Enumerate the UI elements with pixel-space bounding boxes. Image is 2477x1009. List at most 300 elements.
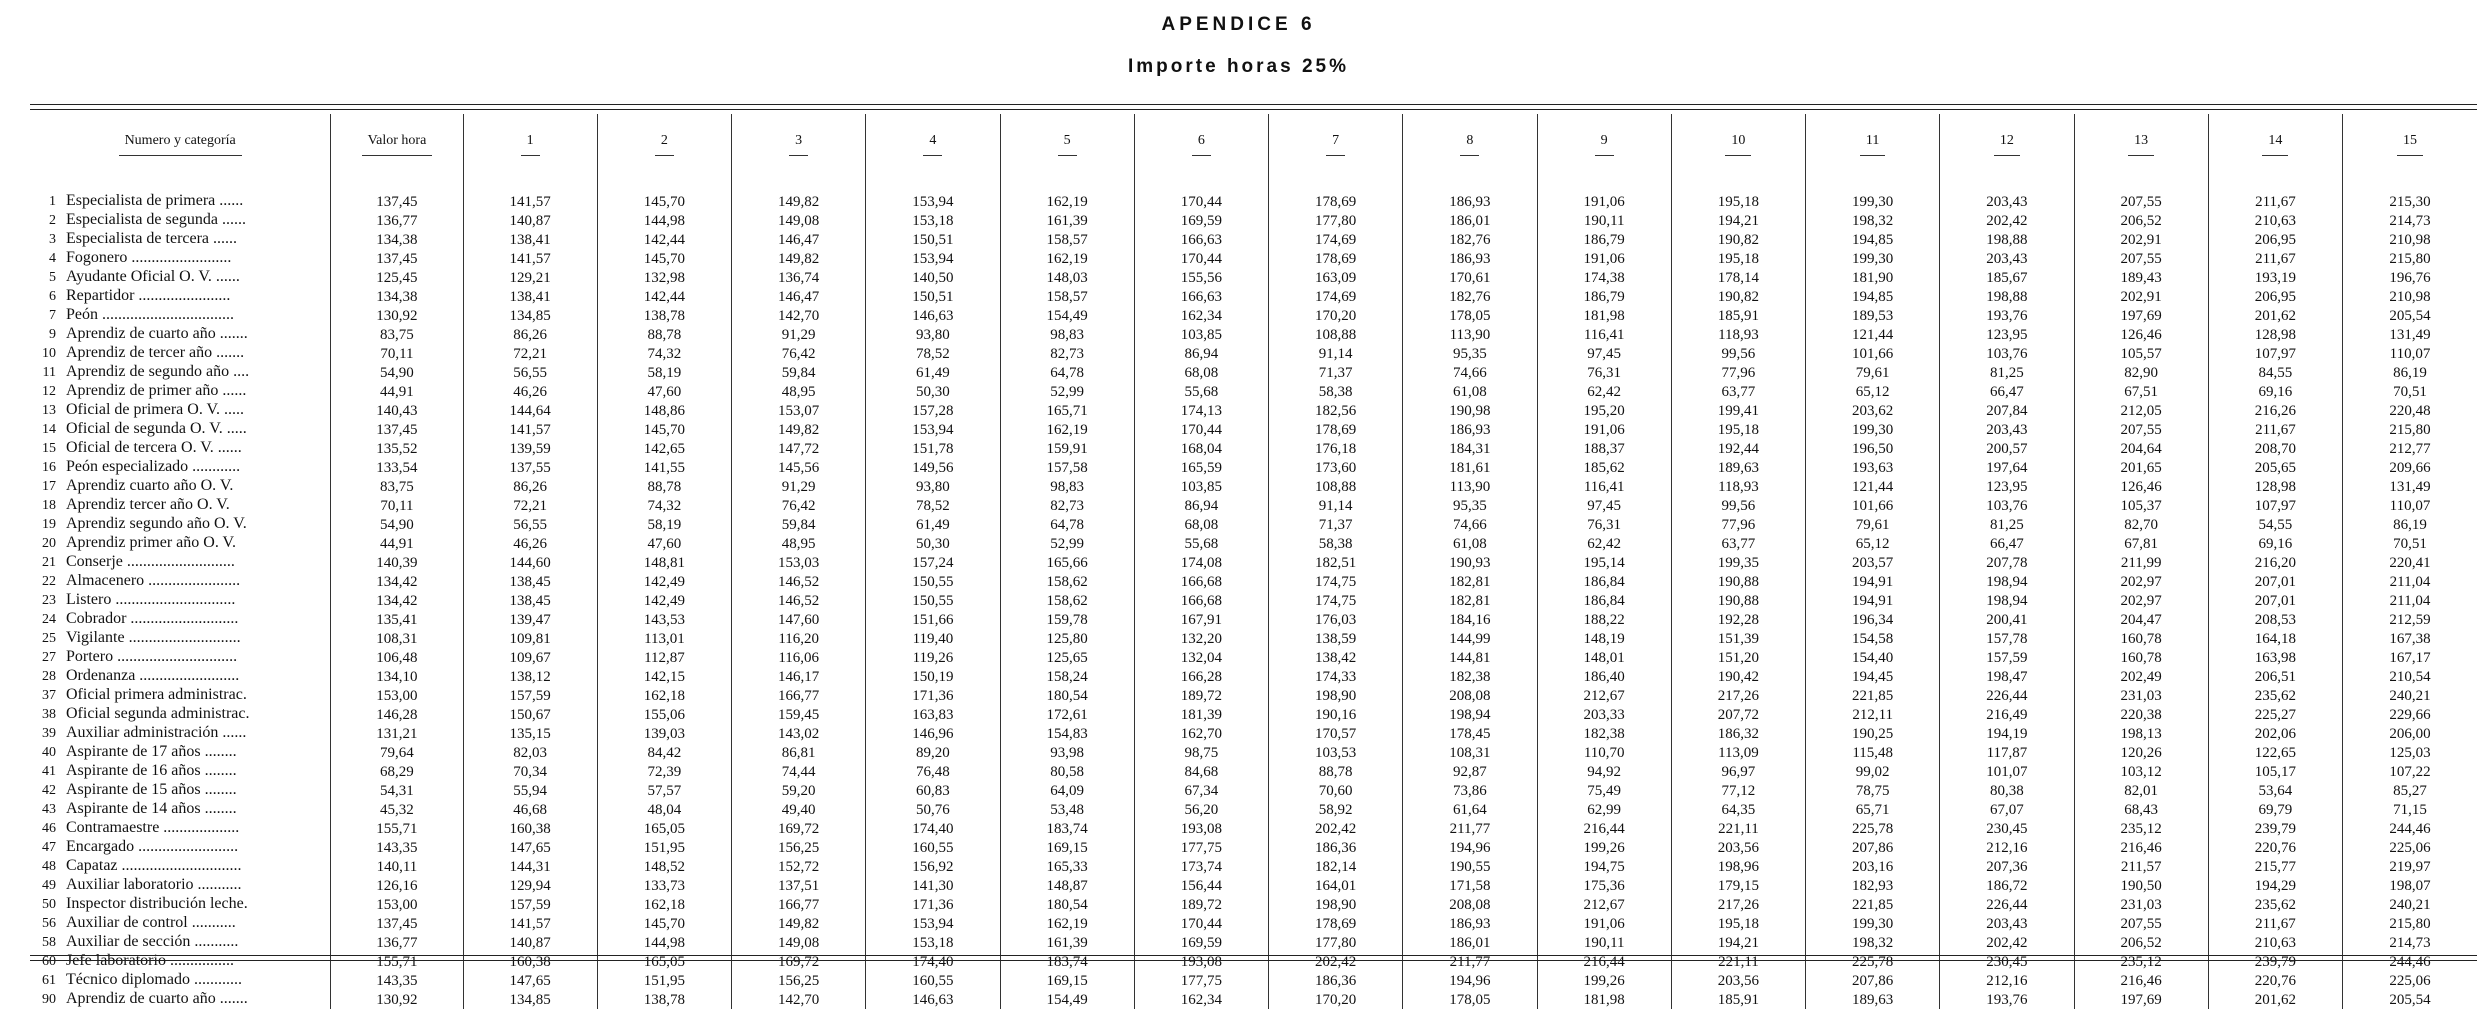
row-number: 15 — [42, 441, 56, 456]
amount-cell: 197,69 — [2074, 306, 2208, 325]
amount-cell: 217,26 — [1671, 895, 1805, 914]
amount-cell: 149,82 — [732, 192, 866, 211]
amount-cell: 143,02 — [732, 724, 866, 743]
amount-cell: 89,20 — [866, 743, 1000, 762]
amount-cell: 206,51 — [2208, 667, 2342, 686]
table-row — [30, 800, 2477, 819]
amount-cell: 53,48 — [1000, 800, 1134, 819]
amount-cell: 113,90 — [1403, 325, 1537, 344]
amount-cell: 62,99 — [1537, 800, 1671, 819]
amount-cell: 201,65 — [2074, 458, 2208, 477]
amount-cell: 105,37 — [2074, 496, 2208, 515]
amount-cell: 74,44 — [732, 762, 866, 781]
amount-cell: 109,81 — [463, 629, 597, 648]
amount-cell: 86,94 — [1134, 344, 1268, 363]
spacer-cell — [732, 174, 866, 192]
amount-cell: 61,08 — [1403, 534, 1537, 553]
amount-cell: 119,40 — [866, 629, 1000, 648]
amount-cell: 73,86 — [1403, 781, 1537, 800]
amount-cell: 71,37 — [1269, 515, 1403, 534]
hour-value-cell: 134,10 — [331, 667, 463, 686]
category-cell — [30, 382, 331, 401]
spacer-cell — [2208, 174, 2342, 192]
amount-cell: 203,56 — [1671, 838, 1805, 857]
amount-cell: 139,59 — [463, 439, 597, 458]
amount-cell: 193,76 — [1940, 306, 2074, 325]
column-header-label: 12 — [1994, 133, 2020, 156]
amount-cell: 162,18 — [597, 686, 731, 705]
amount-cell: 182,51 — [1269, 553, 1403, 572]
amount-cell: 184,16 — [1403, 610, 1537, 629]
spacer-cell — [1403, 174, 1537, 192]
amount-cell: 206,52 — [2074, 211, 2208, 230]
amount-cell: 207,55 — [2074, 249, 2208, 268]
category-name: Auxiliar de control ........... — [66, 914, 236, 931]
column-header — [2343, 114, 2477, 174]
row-number: 12 — [42, 384, 56, 399]
hour-value-cell: 83,75 — [331, 477, 463, 496]
hour-rates-table — [30, 114, 2477, 1009]
amount-cell: 206,52 — [2074, 933, 2208, 952]
table-body — [30, 174, 2477, 1009]
amount-cell: 180,54 — [1000, 686, 1134, 705]
hour-value-cell: 44,91 — [331, 534, 463, 553]
table-row — [30, 420, 2477, 439]
amount-cell: 189,53 — [1806, 306, 1940, 325]
amount-cell: 149,08 — [732, 933, 866, 952]
amount-cell: 158,62 — [1000, 572, 1134, 591]
amount-cell: 186,01 — [1403, 933, 1537, 952]
amount-cell: 202,06 — [2208, 724, 2342, 743]
amount-cell: 134,85 — [463, 306, 597, 325]
amount-cell: 64,35 — [1671, 800, 1805, 819]
table-row — [30, 914, 2477, 933]
row-number: 1 — [49, 194, 56, 209]
table-row — [30, 439, 2477, 458]
amount-cell: 191,06 — [1537, 192, 1671, 211]
amount-cell: 203,43 — [1940, 192, 2074, 211]
hour-value-cell: 130,92 — [331, 990, 463, 1009]
amount-cell: 125,03 — [2343, 743, 2477, 762]
category-name: Jefe laboratorio ................ — [66, 952, 234, 969]
category-name: Aspirante de 17 años ........ — [66, 743, 237, 760]
amount-cell: 166,68 — [1134, 591, 1268, 610]
category-name: Almacenero ....................... — [66, 572, 241, 589]
amount-cell: 170,57 — [1269, 724, 1403, 743]
hour-value-cell: 44,91 — [331, 382, 463, 401]
amount-cell: 149,82 — [732, 914, 866, 933]
category-name: Técnico diplomado ............ — [66, 971, 242, 988]
category-name: Aprendiz cuarto año O. V. — [66, 477, 234, 494]
amount-cell: 92,87 — [1403, 762, 1537, 781]
table-row — [30, 382, 2477, 401]
column-header — [1269, 114, 1403, 174]
amount-cell: 47,60 — [597, 534, 731, 553]
amount-cell: 182,93 — [1806, 876, 1940, 895]
amount-cell: 56,55 — [463, 363, 597, 382]
amount-cell: 56,20 — [1134, 800, 1268, 819]
amount-cell: 225,06 — [2343, 971, 2477, 990]
amount-cell: 186,79 — [1537, 287, 1671, 306]
amount-cell: 208,70 — [2208, 439, 2342, 458]
category-name: Auxiliar administración ...... — [66, 724, 247, 741]
amount-cell: 151,95 — [597, 971, 731, 990]
column-header — [30, 114, 331, 174]
amount-cell: 162,18 — [597, 895, 731, 914]
amount-cell: 240,21 — [2343, 895, 2477, 914]
amount-cell: 66,47 — [1940, 534, 2074, 553]
amount-cell: 76,42 — [732, 344, 866, 363]
amount-cell: 183,74 — [1000, 819, 1134, 838]
amount-cell: 174,40 — [866, 819, 1000, 838]
row-number: 20 — [42, 536, 56, 551]
amount-cell: 205,54 — [2343, 306, 2477, 325]
amount-cell: 212,11 — [1806, 705, 1940, 724]
amount-cell: 142,15 — [597, 667, 731, 686]
amount-cell: 200,57 — [1940, 439, 2074, 458]
amount-cell: 182,81 — [1403, 572, 1537, 591]
amount-cell: 162,19 — [1000, 420, 1134, 439]
amount-cell: 207,01 — [2208, 591, 2342, 610]
amount-cell: 149,82 — [732, 420, 866, 439]
amount-cell: 171,36 — [866, 686, 1000, 705]
category-cell — [30, 439, 331, 458]
amount-cell: 142,44 — [597, 230, 731, 249]
table-row — [30, 249, 2477, 268]
table-row — [30, 572, 2477, 591]
row-number: 58 — [42, 935, 56, 950]
amount-cell: 166,77 — [732, 895, 866, 914]
hour-value-cell: 153,00 — [331, 686, 463, 705]
amount-cell: 173,74 — [1134, 857, 1268, 876]
category-name: Aspirante de 14 años ........ — [66, 800, 237, 817]
category-cell — [30, 743, 331, 762]
category-name: Oficial de primera O. V. ..... — [66, 401, 245, 418]
amount-cell: 174,08 — [1134, 553, 1268, 572]
row-number: 22 — [42, 574, 56, 589]
category-name: Especialista de segunda ...... — [66, 211, 246, 228]
amount-cell: 67,07 — [1940, 800, 2074, 819]
row-number: 50 — [42, 897, 56, 912]
amount-cell: 212,67 — [1537, 895, 1671, 914]
amount-cell: 207,72 — [1671, 705, 1805, 724]
amount-cell: 195,18 — [1671, 420, 1805, 439]
amount-cell: 146,52 — [732, 591, 866, 610]
amount-cell: 189,63 — [1806, 990, 1940, 1009]
amount-cell: 142,65 — [597, 439, 731, 458]
amount-cell: 63,77 — [1671, 382, 1805, 401]
amount-cell: 199,30 — [1806, 192, 1940, 211]
amount-cell: 162,19 — [1000, 914, 1134, 933]
row-number: 24 — [42, 612, 56, 627]
amount-cell: 126,46 — [2074, 477, 2208, 496]
amount-cell: 190,25 — [1806, 724, 1940, 743]
amount-cell: 163,09 — [1269, 268, 1403, 287]
amount-cell: 135,15 — [463, 724, 597, 743]
amount-cell: 153,94 — [866, 420, 1000, 439]
amount-cell: 65,12 — [1806, 382, 1940, 401]
category-cell — [30, 230, 331, 249]
table-row — [30, 477, 2477, 496]
amount-cell: 154,40 — [1806, 648, 1940, 667]
table-row — [30, 610, 2477, 629]
category-cell — [30, 496, 331, 515]
amount-cell: 77,12 — [1671, 781, 1805, 800]
table-row — [30, 857, 2477, 876]
amount-cell: 123,95 — [1940, 477, 2074, 496]
amount-cell: 194,96 — [1403, 838, 1537, 857]
row-number: 18 — [42, 498, 56, 513]
amount-cell: 196,50 — [1806, 439, 1940, 458]
amount-cell: 189,72 — [1134, 686, 1268, 705]
category-name: Aprendiz de primer año ...... — [66, 382, 247, 399]
amount-cell: 154,49 — [1000, 306, 1134, 325]
hour-value-cell: 54,90 — [331, 515, 463, 534]
amount-cell: 198,96 — [1671, 857, 1805, 876]
category-name: Capataz .............................. — [66, 857, 242, 874]
amount-cell: 226,44 — [1940, 895, 2074, 914]
hour-value-cell: 137,45 — [331, 249, 463, 268]
amount-cell: 190,16 — [1269, 705, 1403, 724]
category-cell — [30, 515, 331, 534]
amount-cell: 169,59 — [1134, 933, 1268, 952]
amount-cell: 176,03 — [1269, 610, 1403, 629]
amount-cell: 66,47 — [1940, 382, 2074, 401]
amount-cell: 75,49 — [1537, 781, 1671, 800]
amount-cell: 101,07 — [1940, 762, 2074, 781]
amount-cell: 202,42 — [1269, 819, 1403, 838]
amount-cell: 182,76 — [1403, 230, 1537, 249]
amount-cell: 162,19 — [1000, 249, 1134, 268]
amount-cell: 207,55 — [2074, 914, 2208, 933]
amount-cell: 225,78 — [1806, 952, 1940, 971]
amount-cell: 174,38 — [1537, 268, 1671, 287]
amount-cell: 98,83 — [1000, 325, 1134, 344]
row-number: 11 — [42, 365, 56, 380]
amount-cell: 160,55 — [866, 971, 1000, 990]
amount-cell: 78,75 — [1806, 781, 1940, 800]
amount-cell: 225,27 — [2208, 705, 2342, 724]
amount-cell: 189,63 — [1671, 458, 1805, 477]
table-row — [30, 515, 2477, 534]
amount-cell: 155,56 — [1134, 268, 1268, 287]
appendix-subtitle: Importe horas 25% — [1128, 56, 1349, 77]
amount-cell: 215,77 — [2208, 857, 2342, 876]
amount-cell: 165,66 — [1000, 553, 1134, 572]
hour-value-cell: 153,00 — [331, 895, 463, 914]
amount-cell: 145,56 — [732, 458, 866, 477]
amount-cell: 70,60 — [1269, 781, 1403, 800]
amount-cell: 147,65 — [463, 971, 597, 990]
category-cell — [30, 819, 331, 838]
amount-cell: 142,70 — [732, 990, 866, 1009]
amount-cell: 192,28 — [1671, 610, 1805, 629]
amount-cell: 195,14 — [1537, 553, 1671, 572]
amount-cell: 129,21 — [463, 268, 597, 287]
row-number: 42 — [42, 783, 56, 798]
amount-cell: 151,20 — [1671, 648, 1805, 667]
amount-cell: 112,87 — [597, 648, 731, 667]
amount-cell: 216,44 — [1537, 819, 1671, 838]
amount-cell: 142,49 — [597, 572, 731, 591]
hour-value-cell: 136,77 — [331, 211, 463, 230]
amount-cell: 178,45 — [1403, 724, 1537, 743]
amount-cell: 55,94 — [463, 781, 597, 800]
amount-cell: 186,72 — [1940, 876, 2074, 895]
amount-cell: 169,59 — [1134, 211, 1268, 230]
amount-cell: 174,69 — [1269, 230, 1403, 249]
amount-cell: 211,67 — [2208, 192, 2342, 211]
amount-cell: 116,06 — [732, 648, 866, 667]
amount-cell: 119,26 — [866, 648, 1000, 667]
amount-cell: 64,78 — [1000, 515, 1134, 534]
table-row — [30, 629, 2477, 648]
amount-cell: 61,08 — [1403, 382, 1537, 401]
amount-cell: 196,76 — [2343, 268, 2477, 287]
amount-cell: 216,26 — [2208, 401, 2342, 420]
amount-cell: 70,51 — [2343, 534, 2477, 553]
amount-cell: 211,04 — [2343, 572, 2477, 591]
amount-cell: 144,98 — [597, 933, 731, 952]
amount-cell: 95,35 — [1403, 496, 1537, 515]
amount-cell: 202,91 — [2074, 287, 2208, 306]
amount-cell: 146,63 — [866, 306, 1000, 325]
amount-cell: 153,18 — [866, 933, 1000, 952]
column-header — [1806, 114, 1940, 174]
amount-cell: 151,39 — [1671, 629, 1805, 648]
amount-cell: 188,37 — [1537, 439, 1671, 458]
row-number: 60 — [42, 954, 56, 969]
amount-cell: 80,58 — [1000, 762, 1134, 781]
amount-cell: 138,41 — [463, 287, 597, 306]
hour-value-cell: 143,35 — [331, 971, 463, 990]
table-row — [30, 553, 2477, 572]
hour-value-cell: 155,71 — [331, 819, 463, 838]
amount-cell: 205,65 — [2208, 458, 2342, 477]
amount-cell: 158,62 — [1000, 591, 1134, 610]
amount-cell: 61,49 — [866, 363, 1000, 382]
amount-cell: 148,01 — [1537, 648, 1671, 667]
amount-cell: 160,78 — [2074, 648, 2208, 667]
amount-cell: 190,50 — [2074, 876, 2208, 895]
amount-cell: 147,72 — [732, 439, 866, 458]
amount-cell: 72,39 — [597, 762, 731, 781]
amount-cell: 63,77 — [1671, 534, 1805, 553]
amount-cell: 198,47 — [1940, 667, 2074, 686]
amount-cell: 178,69 — [1269, 420, 1403, 439]
category-cell — [30, 325, 331, 344]
amount-cell: 173,60 — [1269, 458, 1403, 477]
amount-cell: 244,46 — [2343, 819, 2477, 838]
amount-cell: 198,94 — [1940, 591, 2074, 610]
amount-cell: 239,79 — [2208, 819, 2342, 838]
amount-cell: 98,75 — [1134, 743, 1268, 762]
amount-cell: 199,30 — [1806, 249, 1940, 268]
amount-cell: 142,49 — [597, 591, 731, 610]
amount-cell: 202,42 — [1940, 933, 2074, 952]
amount-cell: 217,26 — [1671, 686, 1805, 705]
column-header-label: 3 — [789, 133, 808, 156]
amount-cell: 193,08 — [1134, 952, 1268, 971]
amount-cell: 182,76 — [1403, 287, 1537, 306]
amount-cell: 167,91 — [1134, 610, 1268, 629]
category-name: Cobrador ........................... — [66, 610, 239, 627]
table-row — [30, 496, 2477, 515]
amount-cell: 160,38 — [463, 952, 597, 971]
row-number: 17 — [42, 479, 56, 494]
column-header — [732, 114, 866, 174]
amount-cell: 186,93 — [1403, 420, 1537, 439]
amount-cell: 82,01 — [2074, 781, 2208, 800]
category-name: Aprendiz de cuarto año ....... — [66, 325, 248, 342]
amount-cell: 70,34 — [463, 762, 597, 781]
amount-cell: 177,80 — [1269, 933, 1403, 952]
amount-cell: 163,83 — [866, 705, 1000, 724]
amount-cell: 103,76 — [1940, 496, 2074, 515]
amount-cell: 50,30 — [866, 382, 1000, 401]
amount-cell: 58,19 — [597, 363, 731, 382]
amount-cell: 77,96 — [1671, 515, 1805, 534]
amount-cell: 103,12 — [2074, 762, 2208, 781]
table-row — [30, 876, 2477, 895]
hour-value-cell: 140,39 — [331, 553, 463, 572]
amount-cell: 86,26 — [463, 325, 597, 344]
amount-cell: 203,56 — [1671, 971, 1805, 990]
amount-cell: 182,14 — [1269, 857, 1403, 876]
amount-cell: 72,21 — [463, 344, 597, 363]
amount-cell: 139,47 — [463, 610, 597, 629]
amount-cell: 121,44 — [1806, 325, 1940, 344]
amount-cell: 185,62 — [1537, 458, 1671, 477]
amount-cell: 138,78 — [597, 306, 731, 325]
amount-cell: 82,70 — [2074, 515, 2208, 534]
hour-value-cell: 143,35 — [331, 838, 463, 857]
amount-cell: 55,68 — [1134, 382, 1268, 401]
amount-cell: 178,05 — [1403, 306, 1537, 325]
amount-cell: 174,40 — [866, 952, 1000, 971]
amount-cell: 113,01 — [597, 629, 731, 648]
amount-cell: 220,48 — [2343, 401, 2477, 420]
amount-cell: 149,08 — [732, 211, 866, 230]
amount-cell: 197,64 — [1940, 458, 2074, 477]
amount-cell: 81,25 — [1940, 515, 2074, 534]
amount-cell: 186,01 — [1403, 211, 1537, 230]
amount-cell: 211,77 — [1403, 952, 1537, 971]
amount-cell: 204,64 — [2074, 439, 2208, 458]
amount-cell: 169,72 — [732, 952, 866, 971]
amount-cell: 198,90 — [1269, 686, 1403, 705]
amount-cell: 137,51 — [732, 876, 866, 895]
table-row — [30, 192, 2477, 211]
amount-cell: 68,43 — [2074, 800, 2208, 819]
amount-cell: 82,90 — [2074, 363, 2208, 382]
amount-cell: 170,20 — [1269, 306, 1403, 325]
row-number: 61 — [42, 973, 56, 988]
amount-cell: 164,18 — [2208, 629, 2342, 648]
amount-cell: 61,49 — [866, 515, 1000, 534]
amount-cell: 226,44 — [1940, 686, 2074, 705]
row-number: 16 — [42, 460, 56, 475]
amount-cell: 172,61 — [1000, 705, 1134, 724]
amount-cell: 203,57 — [1806, 553, 1940, 572]
table-row — [30, 667, 2477, 686]
row-number: 5 — [49, 270, 56, 285]
hour-value-cell: 54,31 — [331, 781, 463, 800]
amount-cell: 136,74 — [732, 268, 866, 287]
amount-cell: 210,63 — [2208, 933, 2342, 952]
amount-cell: 88,78 — [597, 477, 731, 496]
amount-cell: 118,93 — [1671, 325, 1805, 344]
